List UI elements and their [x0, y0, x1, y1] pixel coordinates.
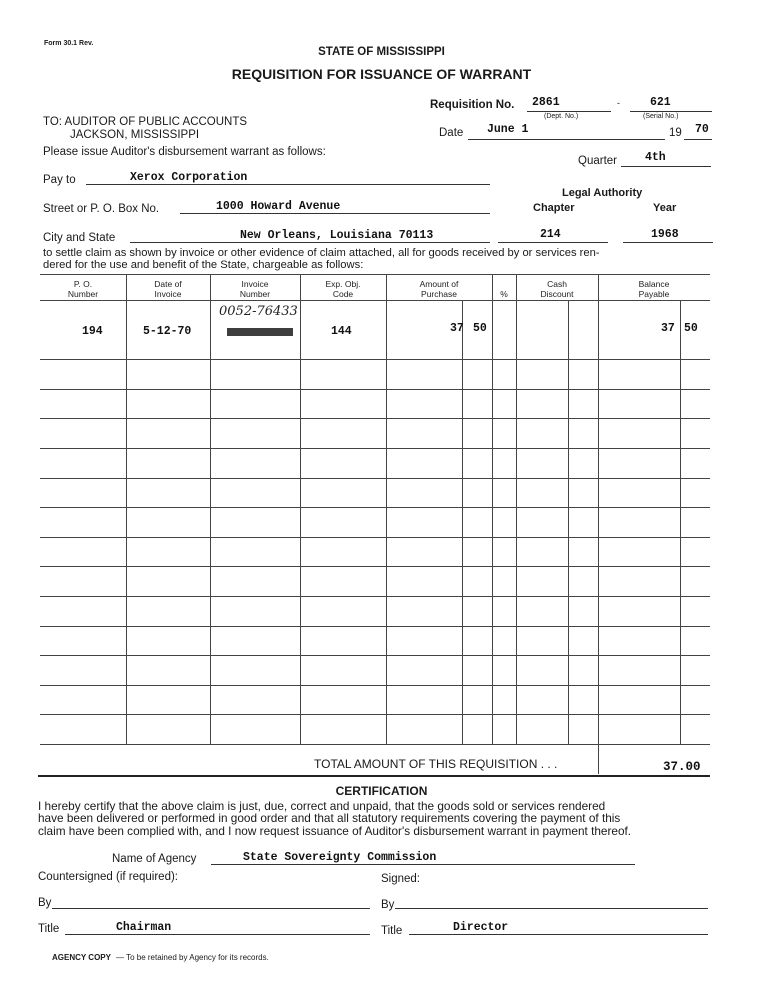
col-balance: Balance Payable — [638, 279, 670, 299]
dept-caption: (Dept. No.) — [544, 113, 579, 120]
legal-year-value: 1968 — [651, 228, 679, 241]
form-number: Form 30.1 Rev. — [44, 40, 94, 47]
title-left-value: Chairman — [116, 921, 172, 934]
city-label: City and State — [43, 232, 116, 244]
countersigned-label: Countersigned (if required): — [38, 871, 178, 883]
total-label: TOTAL AMOUNT OF THIS REQUISITION . . . — [314, 757, 558, 771]
by-label-right: By — [381, 899, 395, 911]
year-label: Year — [653, 202, 677, 214]
certification-line-3: claim have been complied with, and I now request issuance of Auditor's disbursement warrant in payment thereof. — [38, 824, 632, 838]
row1-amount-dollars: 37 — [450, 322, 464, 335]
chapter-label: Chapter — [533, 202, 575, 214]
by-label-left: By — [38, 897, 52, 909]
settle-text-1: to settle claim as shown by invoice or other evidence of claim attached, all for goods received by or services ren- — [43, 247, 600, 259]
row1-amount-cents: 50 — [473, 322, 487, 335]
certification-title: CERTIFICATION — [335, 784, 428, 798]
col-discount: Cash Discount — [540, 279, 574, 299]
chapter-value: 214 — [540, 228, 561, 241]
agency-copy: AGENCY COPY — [52, 953, 111, 962]
date-value: June 1 — [487, 123, 529, 136]
year-prefix: 19 — [669, 127, 682, 139]
row1-po: 194 — [82, 325, 103, 338]
instruction: Please issue Auditor's disbursement warrant as follows: — [43, 146, 326, 158]
col-amount: Amount of Purchase — [419, 279, 459, 299]
col-po: P. O. Number — [67, 279, 99, 299]
dept-number: 2861 — [532, 96, 560, 109]
settle-text-2: dered for the use and benefit of the State, chargeable as follows: — [43, 259, 364, 271]
col-date: Date of Invoice — [154, 279, 182, 299]
row1-balance-dollars: 37 — [661, 322, 675, 335]
form-title: REQUISITION FOR ISSUANCE OF WARRANT — [231, 66, 532, 82]
to-line-1: TO: AUDITOR OF PUBLIC ACCOUNTS — [43, 116, 248, 128]
agency-value: State Sovereignty Commission — [243, 851, 437, 864]
city-value: New Orleans, Louisiana 70113 — [240, 229, 434, 242]
serial-number: 621 — [650, 96, 671, 109]
title-label-left: Title — [38, 923, 60, 935]
certification-line-2: have been delivered or performed in good order and that all statutory requirements covering the payment of this — [38, 811, 621, 825]
agency-label: Name of Agency — [112, 853, 197, 865]
certification-line-1: I hereby certify that the above claim is just, due, correct and unpaid, that the goods sold or services rendered — [38, 799, 606, 813]
col-invoice: Invoice Number — [239, 279, 271, 299]
street-label: Street or P. O. Box No. — [43, 203, 160, 215]
serial-caption: (Serial No.) — [643, 113, 679, 120]
year-value: 70 — [695, 123, 709, 136]
pay-to-label: Pay to — [43, 174, 76, 186]
pay-to-value: Xerox Corporation — [130, 171, 248, 184]
state-heading: STATE OF MISSISSIPPI — [318, 46, 445, 58]
title-right-value: Director — [453, 921, 509, 934]
quarter-value: 4th — [645, 151, 666, 164]
col-expobj: Exp. Obj. Code — [325, 279, 361, 299]
col-pct: % — [500, 289, 508, 299]
requisition-label: Requisition No. — [430, 99, 515, 111]
to-line-2: JACKSON, MISSISSIPPI — [70, 129, 200, 141]
legal-authority-title: Legal Authority — [562, 187, 643, 199]
row1-expobj: 144 — [331, 325, 352, 338]
row1-invoice-struck — [227, 328, 293, 336]
total-value: 37.00 — [663, 760, 701, 774]
row1-invoice-handwritten: 0052-76433 — [219, 304, 298, 319]
footer-note: — To be retained by Agency for its records. — [116, 953, 269, 962]
quarter-label: Quarter — [578, 155, 617, 167]
date-label: Date — [439, 127, 464, 139]
row1-date: 5-12-70 — [143, 325, 192, 338]
row1-balance-cents: 50 — [684, 322, 698, 335]
street-value: 1000 Howard Avenue — [216, 200, 341, 213]
signed-label: Signed: — [381, 873, 421, 885]
title-label-right: Title — [381, 925, 403, 937]
